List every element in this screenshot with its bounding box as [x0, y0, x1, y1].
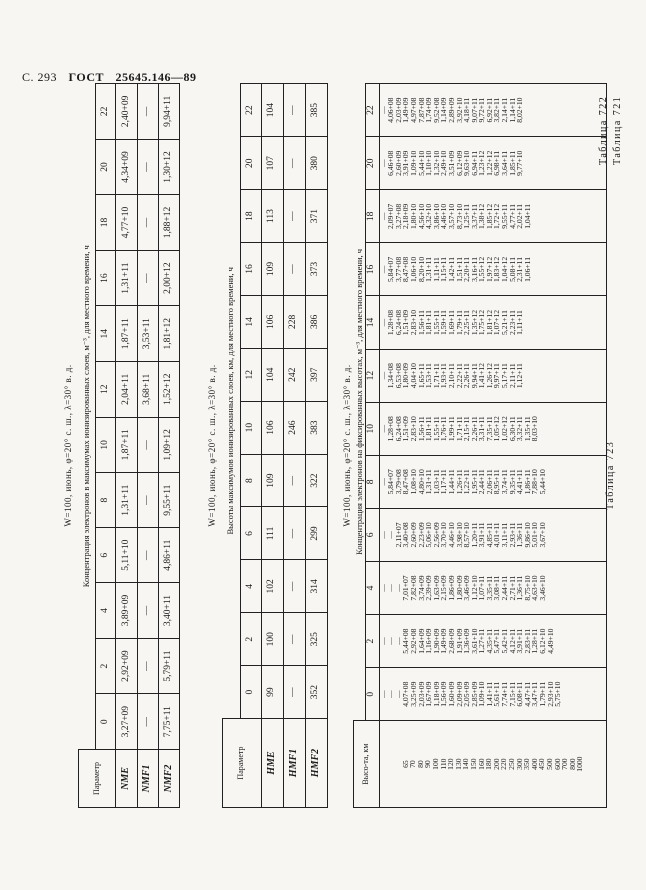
table-cell: 373	[305, 243, 327, 296]
table-722-grid	[203, 83, 328, 808]
table-cell: 3,68+11	[137, 361, 158, 417]
table-cell: —	[283, 190, 305, 243]
table-cell: 1,87+11	[116, 306, 137, 362]
table-cell: 3,27+09	[116, 694, 137, 750]
hour-header: 20	[240, 137, 261, 190]
table-cell: 107	[261, 137, 283, 190]
hour-header: 8	[96, 473, 116, 528]
hour-header: 18	[365, 190, 379, 243]
table-cell: 9,94+11	[158, 84, 179, 140]
page-number: С. 293	[22, 70, 58, 84]
hour-header: 20	[96, 139, 116, 195]
hour-header: 2	[240, 613, 261, 666]
table-cell: 385	[305, 84, 327, 137]
table-cell: 2,40+09	[116, 84, 137, 140]
hour-header: 0	[96, 694, 116, 750]
table-row	[283, 84, 305, 808]
hour-header: 2	[365, 615, 379, 668]
table-cell: 1,31+11	[116, 473, 137, 528]
hour-header: 22	[96, 84, 116, 140]
table-cell: 99	[261, 666, 283, 719]
param-header: Параметр	[222, 719, 261, 808]
table-cell: 111	[261, 507, 283, 560]
table-cell: 106	[261, 295, 283, 348]
table-cell: 314	[305, 560, 327, 613]
column-values: — — — 5,44+08 2,92+08 1,64+09 1,16+09 1,90+09 1,49+09 2,68+09 1,91+09 1,36+09 3,61+10 1,27+11 4,35+11 5,47+11 5,42+11 4,12+11 3,91+11 2,83+11 1,28+11 6,12+10 4,49+10	[379, 615, 606, 668]
table-cell: 4,34+09	[116, 139, 137, 195]
table-cell: 325	[305, 613, 327, 666]
table-cell: —	[137, 84, 158, 140]
table-722-caption: Высоты максимумов ионизированных слоев, км, для местного времени, ч	[225, 267, 236, 535]
table-cell: 100	[261, 613, 283, 666]
hour-header: 8	[240, 454, 261, 507]
table-723-grid	[342, 83, 607, 808]
table-cell: 380	[305, 137, 327, 190]
column-values: — — — 7,01+07 7,82+08 3,74+09 2,39+09 1,63+09 2,15+09 1,86+09 1,80+09 3,46+09 1,12+10 1,07+11 3,35+11 3,08+11 2,44+11 2,71+11 1,36+11 8,75+10 4,63+10 3,46+10	[379, 561, 606, 614]
table-row	[158, 84, 179, 808]
column-values: — 5,84+07 3,77+08 8,47+08 1,06+10 8,20+10 1,31+11 1,11+11 1,15+11 1,42+11 1,51+11 2,20+11 3,16+11 1,55+12 1,97+12 1,83+12 1,04+12 5,08+11 2,31+11 1,06+11	[379, 243, 606, 296]
table-cell: 3,53+11	[137, 306, 158, 362]
standard-number: 25645.146—89	[115, 70, 197, 84]
table-723-title: W=100, июнь, φ=20° с. ш., λ=30° в. д.	[342, 364, 353, 527]
hour-header: 0	[240, 666, 261, 719]
column-values: — 4,06+08 2,03+09 1,49+09 4,97+08 7,87+08 1,74+09 9,52+08 1,14+09 2,89+09 3,92+10 4,18+11 9,07+11 9,72+11 6,92+11 3,82+11 2,14+11 1,14+11 8,02+10	[379, 84, 606, 137]
table-cell: 1,88+12	[158, 195, 179, 251]
table-cell: 5,11+10	[116, 528, 137, 583]
table-cell: 397	[305, 348, 327, 401]
table-cell: 1,31+11	[116, 250, 137, 306]
hour-header: 6	[96, 528, 116, 583]
table-cell: —	[283, 454, 305, 507]
hour-header: 18	[96, 195, 116, 251]
table-cell: —	[137, 694, 158, 750]
row-param-name: HMF2	[305, 719, 327, 808]
table-cell: 109	[261, 454, 283, 507]
table-row	[305, 84, 327, 808]
table-721-label: Таблица 721	[612, 95, 623, 165]
column-values: — — 2,11+07 3,40+08 2,60+09 2,23+09 5,06+10 2,56+09 3,70+10 4,46+10 3,98+10 8,57+10 1,20+11 3,91+11 4,85+11 4,01+11 3,11+11 2,93+11 1,36+11 9,86+10 5,01+10 3,67+10	[379, 508, 606, 561]
table-cell: —	[283, 137, 305, 190]
table-cell: 109	[261, 243, 283, 296]
hour-header: 10	[240, 401, 261, 454]
column-values: — 6,46+08 2,60+09 3,91+09 1,09+10 5,44+10 1,10+10 1,32+10 2,49+10 3,51+09 6,12+09 9,63+10 6,94+11 1,23+12 1,22+12 6,98+11 3,64+11 1,85+11 9,77+10	[379, 137, 606, 190]
table-cell: 104	[261, 348, 283, 401]
table-cell: 104	[261, 84, 283, 137]
hour-header: 14	[365, 296, 379, 349]
table-cell: —	[137, 195, 158, 251]
height-values: 65 70 80 90 100 110 120 130 140 150 160 180 200 220 250 300 350 400 450 500 600 700 800 1000	[379, 721, 606, 808]
table-cell: —	[137, 250, 158, 306]
hour-header: 22	[240, 84, 261, 137]
table-cell: 1,09+12	[158, 417, 179, 473]
standard-label: ГОСТ	[68, 70, 105, 84]
hour-header: 16	[365, 243, 379, 296]
table-cell: 2,00+12	[158, 250, 179, 306]
table-722-title: W=100, июнь, φ=20° с. ш., λ=30° в. д.	[206, 364, 217, 527]
table-row	[116, 84, 137, 808]
table-721-title: W=100, июнь, φ=20° с. ш., λ=30° в. д.	[63, 364, 74, 527]
hour-header: 4	[365, 561, 379, 614]
hour-header: 16	[96, 250, 116, 306]
table-723-caption: Концентрация электронов на фиксированных высотах, м⁻³, для местного времени, ч	[353, 248, 364, 555]
hour-header: 4	[240, 560, 261, 613]
table-row	[261, 84, 283, 808]
hour-header: 8	[365, 455, 379, 508]
table-cell: 242	[283, 348, 305, 401]
table-cell: —	[283, 243, 305, 296]
table-cell: 2,04+11	[116, 361, 137, 417]
table-cell: 1,81+12	[158, 306, 179, 362]
row-param-name: HME	[261, 719, 283, 808]
column-values: — 2,09+07 3,27+08 2,18+09 1,80+10 4,56+10 4,32+10 3,86+10 4,46+10 3,57+10 8,73+10 1,25+11 3,37+11 1,38+12 1,85+12 1,72+12 9,55+11 4,77+11 2,02+11 1,04+11	[379, 190, 606, 243]
table-721-grid	[60, 83, 180, 808]
table-cell: —	[283, 666, 305, 719]
table-cell: 102	[261, 560, 283, 613]
table-cell: 3,89+09	[116, 583, 137, 639]
table-row	[137, 84, 158, 808]
table-cell: —	[137, 638, 158, 694]
table-cell: —	[137, 473, 158, 528]
column-values: — — — 4,07+08 3,25+09 2,03+09 1,67+09 1,18+09 1,56+09 1,60+09 2,09+09 2,05+09 2,85+09 1,09+10 1,41+11 5,61+11 7,74+11 7,15+11 6,08+11 4,47+11 3,47+11 1,79+11 2,93+10 5,75+10	[379, 668, 606, 721]
table-cell: 106	[261, 401, 283, 454]
table-cell: 386	[305, 295, 327, 348]
table-cell: 4,77+10	[116, 195, 137, 251]
table-723-label: Таблица 723	[605, 440, 616, 510]
table-cell: 7,75+11	[158, 694, 179, 750]
table-cell: —	[137, 528, 158, 583]
hour-header: 10	[96, 417, 116, 473]
column-values: — 1,34+08 6,53+08 1,80+09 4,04+10 1,65+11 1,53+11 1,71+11 1,93+11 2,10+11 2,22+11 2,26+11 9,94+11 1,41+12 1,26+12 9,97+11 5,17+11 2,11+11 1,12+11	[379, 349, 606, 402]
table-cell: —	[283, 560, 305, 613]
hour-header: 18	[240, 190, 261, 243]
hour-header: 4	[96, 583, 116, 639]
table-cell: —	[137, 583, 158, 639]
table-cell: 228	[283, 295, 305, 348]
table-cell: 246	[283, 401, 305, 454]
table-cell: 383	[305, 401, 327, 454]
column-values: — 1,28+08 6,24+08 1,51+09 2,83+10 1,56+11 1,81+11 1,55+11 1,76+11 1,99+11 1,71+11 2,15+11 2,26+11 3,31+11 7,35+11 1,05+12 1,02+12 6,30+11 3,32+11 1,35+11 8,03+10	[379, 402, 606, 455]
hour-header: 14	[96, 306, 116, 362]
column-values: — 5,84+07 3,79+08 8,47+08 1,08+10 4,80+10 1,31+11 1,03+11 1,17+11 1,44+11 1,26+11 1,22+11 1,95+11 2,44+11 2,06+11 8,95+11 3,74+11 9,35+11 4,41+11 1,86+11 7,88+10 5,44+10	[379, 455, 606, 508]
hour-header: 16	[240, 243, 261, 296]
hour-header: 10	[365, 402, 379, 455]
hour-header: 22	[365, 84, 379, 137]
table-cell: 371	[305, 190, 327, 243]
hour-header: 6	[240, 507, 261, 560]
hour-header: 12	[240, 348, 261, 401]
table-cell: —	[283, 84, 305, 137]
row-param-name: NMF2	[158, 749, 179, 807]
table-722	[203, 83, 328, 808]
column-values: — 1,28+08 6,24+08 1,51+09 2,83+10 1,56+11 1,81+11 1,55+11 1,59+11 1,69+11 1,79+11 2,25+11 1,35+12 1,75+12 1,81+12 1,07+12 5,21+11 2,23+11 1,11+11	[379, 296, 606, 349]
table-cell: 9,55+11	[158, 473, 179, 528]
row-param-name: HMF1	[283, 719, 305, 808]
table-cell: 1,52+12	[158, 361, 179, 417]
table-cell: 3,40+11	[158, 583, 179, 639]
hour-header: 12	[96, 361, 116, 417]
table-cell: 299	[305, 507, 327, 560]
row-param-name: NME	[116, 749, 137, 807]
hour-header: 12	[365, 349, 379, 402]
table-cell: —	[137, 139, 158, 195]
table-cell: —	[137, 417, 158, 473]
hour-header: 20	[365, 137, 379, 190]
height-header: Высо-та, км	[354, 721, 379, 808]
table-721-caption: Концентрация электронов в максимумах ионизированных слоев, м⁻³, для местного времени, ч	[81, 245, 92, 588]
row-param-name: NMF1	[137, 749, 158, 807]
table-cell: 1,30+12	[158, 139, 179, 195]
table-cell: 1,87+11	[116, 417, 137, 473]
table-721	[60, 83, 180, 808]
table-722-label: Таблица 722	[598, 95, 609, 165]
table-cell: 352	[305, 666, 327, 719]
hour-header: 6	[365, 508, 379, 561]
hour-header: 0	[365, 668, 379, 721]
table-cell: —	[283, 507, 305, 560]
table-cell: 113	[261, 190, 283, 243]
hour-header: 2	[96, 638, 116, 694]
table-cell: 5,79+11	[158, 638, 179, 694]
hour-header: 14	[240, 295, 261, 348]
param-header: Параметр	[78, 749, 116, 807]
table-723	[342, 83, 607, 808]
table-cell: 4,86+11	[158, 528, 179, 583]
table-cell: 2,92+09	[116, 638, 137, 694]
table-cell: 322	[305, 454, 327, 507]
table-cell: —	[283, 613, 305, 666]
